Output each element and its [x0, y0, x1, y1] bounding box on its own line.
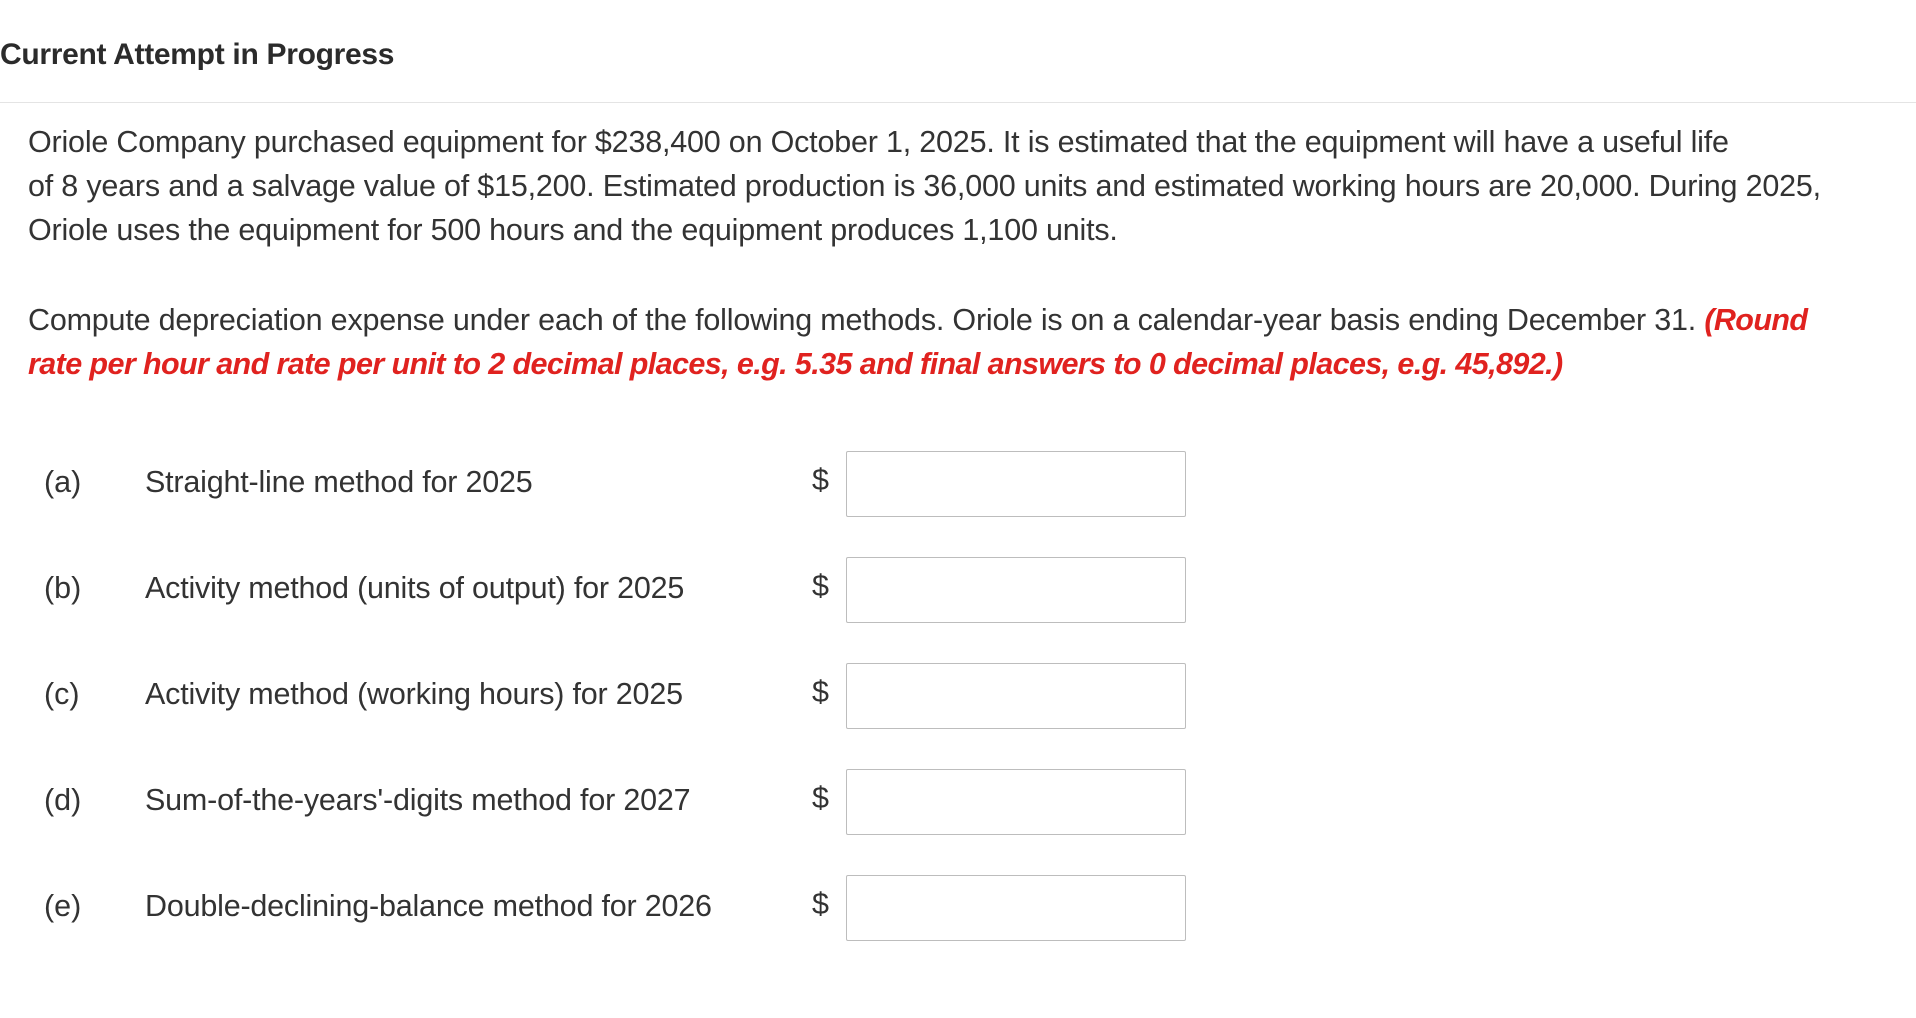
problem-statement	[28, 120, 1908, 252]
row-label: Straight-line method for 2025	[145, 465, 533, 499]
current-attempt-header: Current Attempt in Progress	[0, 38, 395, 71]
dollar-sign: $	[812, 569, 829, 603]
row-letter: (c)	[44, 677, 80, 711]
answer-row-a	[0, 451, 1916, 517]
dollar-sign: $	[812, 463, 829, 497]
answer-row-b	[0, 557, 1916, 623]
rounding-note: rate per hour and rate per unit to 2 decimal places, e.g. 5.35 and final answers to 0 decimal places, e.g. 45,892.)	[28, 347, 1563, 381]
working-hours-answer-input[interactable]	[846, 663, 1186, 729]
row-letter: (e)	[44, 889, 82, 923]
units-of-output-answer-input[interactable]	[846, 557, 1186, 623]
instructions-text: Compute depreciation expense under each of the following methods. Oriole is on a calendar-year basis ending December 31.	[28, 303, 1705, 337]
row-letter: (a)	[44, 465, 82, 499]
row-letter: (d)	[44, 783, 82, 817]
problem-line-1: Oriole Company purchased equipment for $238,400 on October 1, 2025. It is estimated that the equipment will have a useful life	[28, 125, 1729, 159]
problem-line-3: Oriole uses the equipment for 500 hours and the equipment produces 1,100 units.	[28, 213, 1118, 247]
problem-line-2: of 8 years and a salvage value of $15,200. Estimated production is 36,000 units and estimated working hours are 20,000. During 2025,	[28, 169, 1821, 203]
row-label: Sum-of-the-years'-digits method for 2027	[145, 783, 691, 817]
rounding-note-start: (Round	[1704, 303, 1808, 337]
dollar-sign: $	[812, 887, 829, 921]
sum-of-years-digits-answer-input[interactable]	[846, 769, 1186, 835]
row-letter: (b)	[44, 571, 82, 605]
answer-row-c	[0, 663, 1916, 729]
row-label: Double-declining-balance method for 2026	[145, 889, 712, 923]
row-label: Activity method (units of output) for 2025	[145, 571, 685, 605]
instructions	[28, 298, 1908, 386]
answer-row-d	[0, 769, 1916, 835]
straight-line-answer-input[interactable]	[846, 451, 1186, 517]
dollar-sign: $	[812, 781, 829, 815]
dollar-sign: $	[812, 675, 829, 709]
row-label: Activity method (working hours) for 2025	[145, 677, 683, 711]
answer-row-e	[0, 875, 1916, 941]
instructions-line-1	[28, 298, 1908, 342]
double-declining-answer-input[interactable]	[846, 875, 1186, 941]
header-divider	[0, 102, 1916, 103]
